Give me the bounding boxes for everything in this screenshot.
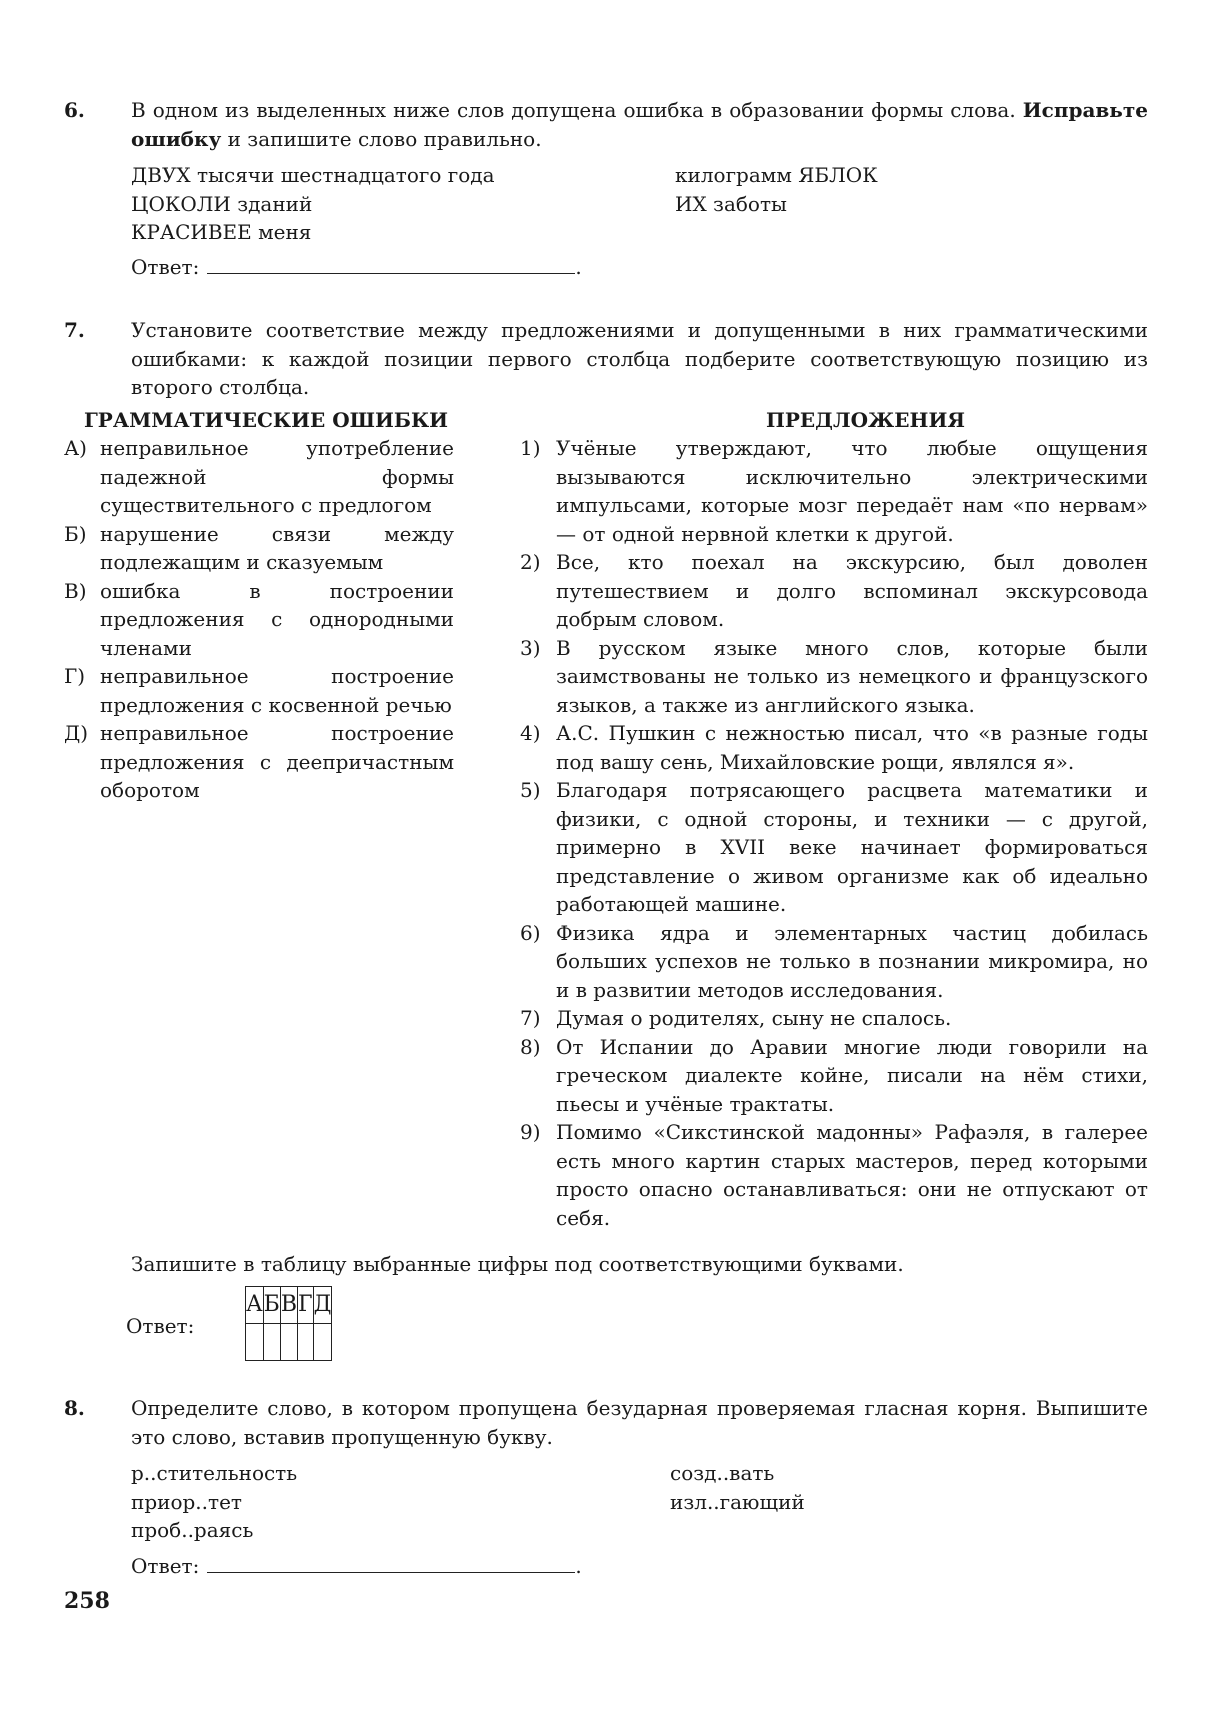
word-option: проб..раясь <box>131 1518 254 1542</box>
item-text: Учёные утверждают, что любые ощущения вызываются исключительно электрическими импульсами, которые мозг передаёт нам «по нервам» — от одной нервной клетки к другой. <box>556 436 1148 546</box>
answer-table-header <box>246 1287 332 1324</box>
page-number: 258 <box>64 1588 110 1614</box>
list-item <box>520 634 1148 720</box>
item-text: Думая о родителях, сыну не спалось. <box>556 1006 952 1030</box>
answer-end: . <box>575 1554 582 1578</box>
word-column-left <box>131 161 495 247</box>
word-option: КРАСИВЕЕ меня <box>131 220 312 244</box>
list-item <box>64 719 454 805</box>
task-text: Установите соответствие между предложениями и допущенными в них грамматическими ошибками: к каждой позиции первого столбца подберите соответствующую позицию из второго столбца. <box>131 318 1148 399</box>
list-item <box>64 520 454 577</box>
item-text: Помимо «Сикстинской мадонны» Рафаэля, в галерее есть много картин старых мастеров, перед которыми просто опасно останавливаться: они не отпускают от себя. <box>556 1120 1148 1230</box>
task-number: 8. <box>64 1396 85 1420</box>
answer-cell[interactable] <box>246 1324 264 1361</box>
item-label: 5) <box>520 778 541 802</box>
answer-end: . <box>575 255 582 279</box>
answer-row <box>131 1550 1148 1581</box>
word-option: килограмм ЯБЛОК <box>675 163 878 187</box>
answer-table-header-cell: А <box>246 1287 264 1324</box>
heading-errors: ГРАММАТИЧЕСКИЕ ОШИБКИ <box>84 408 449 432</box>
word-option: приор..тет <box>131 1489 242 1514</box>
answer-label: Ответ: <box>131 255 200 279</box>
answer-table-header-cell: Д <box>313 1287 332 1324</box>
answer-table-header-cell: В <box>280 1287 297 1324</box>
item-label: Г) <box>64 664 86 688</box>
word-option: ЦОКОЛИ зданий <box>131 191 313 216</box>
word-option: изл..гающий <box>670 1489 805 1514</box>
task-text-part: и запишите слово правильно. <box>221 126 542 151</box>
answer-table-header-cell: Г <box>298 1287 314 1324</box>
task-6 <box>64 96 1148 282</box>
item-text: неправильное построение предложения с косвенной речью <box>100 664 454 717</box>
item-label: В) <box>64 578 87 603</box>
word-option: ДВУХ тысячи шестнадцатого года <box>131 163 495 187</box>
answer-table <box>245 1286 332 1361</box>
answer-cell[interactable] <box>263 1324 280 1361</box>
word-option: р..стительность <box>131 1461 298 1485</box>
item-text: неправильное построение предложения с деепричастным оборотом <box>100 721 454 802</box>
answer-line[interactable] <box>207 1550 575 1573</box>
item-label: Д) <box>64 721 89 745</box>
item-text: неправильное употребление падежной формы существительного с предлогом <box>100 436 454 517</box>
task-number: 6. <box>64 98 85 122</box>
item-text: Физика ядра и элементарных частиц добилась больших успехов не только в познании микромира, но и в развитии методов исследования. <box>556 920 1148 1002</box>
task-text-bold: Исправьте ошибку <box>131 98 1148 151</box>
answer-cell[interactable] <box>280 1324 297 1361</box>
item-text: Благодаря потрясающего расцвета математики и физики, с одной стороны, и техники — с другой, примерно в XVII веке начинает формироваться представление о живом организме как об идеально работающей машине. <box>556 778 1148 916</box>
item-text: В русском языке много слов, которые были заимствованы не только из немецкого и французского языков, а также из английского языка. <box>556 635 1148 717</box>
task-text: Определите слово, в котором пропущена безударная проверяемая гласная корня. Выпишите это слово, вставив пропущенную букву. <box>131 1396 1148 1449</box>
item-label: 3) <box>520 635 541 660</box>
list-item <box>520 1118 1148 1232</box>
item-text: нарушение связи между подлежащим и сказуемым <box>100 521 454 574</box>
task-text-part: В одном из выделенных ниже слов допущена ошибка в образовании формы слова. <box>131 98 1023 122</box>
item-label: 1) <box>520 436 541 460</box>
answer-label: Ответ: <box>126 1314 195 1338</box>
list-item <box>520 919 1148 1005</box>
item-text: А.С. Пушкин с нежностью писал, что «в разные годы под вашу сень, Михайловские рощи, являлся я». <box>556 721 1148 774</box>
word-options <box>131 1459 1148 1547</box>
task-8 <box>64 1394 1148 1581</box>
answer-line[interactable] <box>207 251 575 274</box>
word-column-right <box>675 161 878 218</box>
heading-sentences: ПРЕДЛОЖЕНИЯ <box>766 408 965 432</box>
list-item <box>520 1004 1148 1033</box>
item-label: 2) <box>520 550 541 574</box>
item-label: 4) <box>520 721 541 745</box>
list-item <box>64 434 454 520</box>
list-item <box>520 719 1148 776</box>
word-column-left <box>131 1459 297 1545</box>
table-instruction: Запишите в таблицу выбранные цифры под соответствующими буквами. <box>131 1252 904 1276</box>
answer-cell[interactable] <box>298 1324 314 1361</box>
word-option: созд..вать <box>670 1461 775 1485</box>
list-item <box>520 1033 1148 1119</box>
item-label: Б) <box>64 521 87 546</box>
answer-cell[interactable] <box>313 1324 332 1361</box>
item-text: От Испании до Аравии многие люди говорили на греческом диалекте койне, писали на нём стихи, пьесы и учёные трактаты. <box>556 1034 1148 1116</box>
list-item <box>520 776 1148 919</box>
list-item <box>520 548 1148 634</box>
item-text: ошибка в построении предложения с однородными членами <box>100 578 454 660</box>
item-label: 9) <box>520 1120 541 1144</box>
task-number: 7. <box>64 318 85 342</box>
answer-label: Ответ: <box>131 1554 200 1578</box>
item-label: 6) <box>520 920 541 945</box>
list-item <box>64 577 454 663</box>
item-label: А) <box>64 436 87 460</box>
item-label: 8) <box>520 1034 541 1059</box>
task-text <box>131 96 1148 153</box>
errors-list <box>64 434 454 805</box>
answer-table-header-cell: Б <box>263 1287 280 1324</box>
word-option: ИХ заботы <box>675 191 787 216</box>
answer-row <box>131 251 1148 282</box>
item-label: 7) <box>520 1006 541 1030</box>
list-item <box>520 434 1148 548</box>
sentences-list <box>520 434 1148 1232</box>
task-7 <box>64 316 1148 402</box>
item-text: Все, кто поехал на экскурсию, был доволен путешествием и долго вспоминал экскурсовода добрым словом. <box>556 550 1148 631</box>
word-column-right <box>670 1459 805 1516</box>
answer-table-row <box>246 1324 332 1361</box>
list-item <box>64 662 454 719</box>
word-options <box>131 161 1148 251</box>
